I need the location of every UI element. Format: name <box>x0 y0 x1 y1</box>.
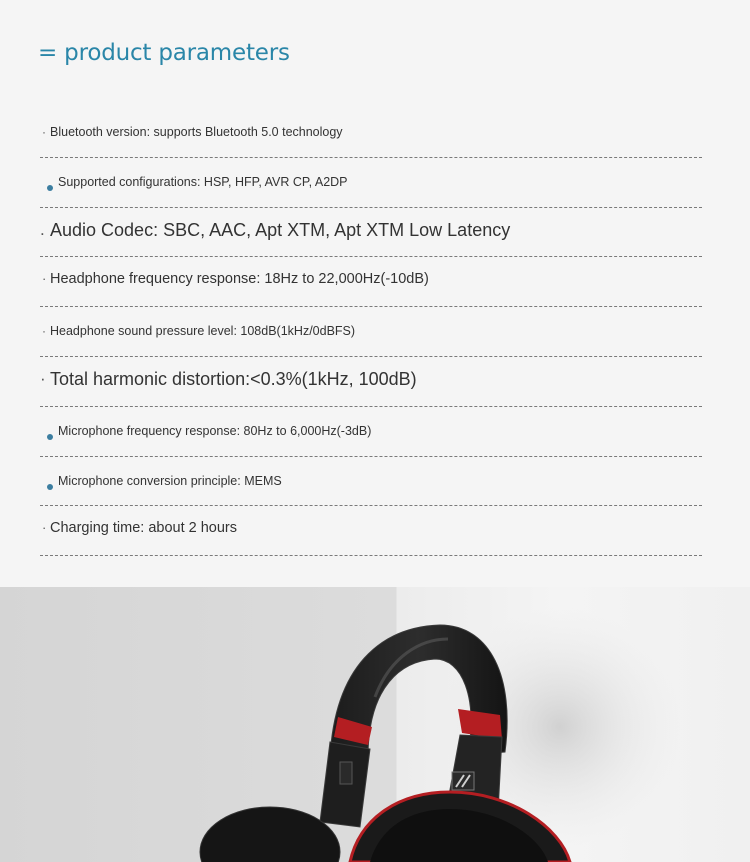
bullet: · <box>40 368 46 388</box>
bullet: . <box>40 219 45 239</box>
param-text: Headphone sound pressure level: 108dB(1kHz/0dBFS) <box>50 324 356 339</box>
param-text: Microphone conversion principle: MEMS <box>58 473 282 488</box>
bullet: · <box>42 324 46 339</box>
param-text: Charging time: about 2 hours <box>50 520 237 537</box>
bullet-dot-icon <box>47 484 53 490</box>
headphones-icon <box>0 587 750 862</box>
left-slider <box>340 762 352 784</box>
param-text: Supported configurations: HSP, HFP, AVR CP, A2DP <box>58 174 348 189</box>
bullet: · <box>42 520 47 536</box>
bullet: · <box>42 271 47 287</box>
param-text: Microphone frequency response: 80Hz to 6,000Hz(-3dB) <box>58 423 372 438</box>
param-charging-time <box>40 506 702 556</box>
param-text: Audio Codec: SBC, AAC, Apt XTM, Apt XTM Low Latency <box>50 219 511 240</box>
param-sound-pressure-level <box>40 307 702 357</box>
section-title: = product parameters <box>38 40 290 66</box>
left-earcup <box>200 807 340 862</box>
product-photo <box>0 587 750 862</box>
param-total-harmonic-distortion <box>40 357 702 407</box>
param-text: Bluetooth version: supports Bluetooth 5.0 technology <box>50 125 343 139</box>
param-text: Headphone frequency response: 18Hz to 22,000Hz(-10dB) <box>50 271 429 288</box>
param-microphone-conversion-principle <box>40 457 702 507</box>
parameter-list <box>40 108 702 556</box>
bullet-dot-icon <box>47 434 53 440</box>
param-audio-codec <box>40 208 702 258</box>
bullet: · <box>42 125 46 139</box>
param-microphone-frequency-response <box>40 407 702 457</box>
param-headphone-frequency-response <box>40 257 702 307</box>
param-bluetooth-version <box>40 108 702 158</box>
param-supported-configurations <box>40 158 702 208</box>
param-text: Total harmonic distortion:<0.3%(1kHz, 100dB) <box>50 368 417 389</box>
bullet-dot-icon <box>47 185 53 191</box>
